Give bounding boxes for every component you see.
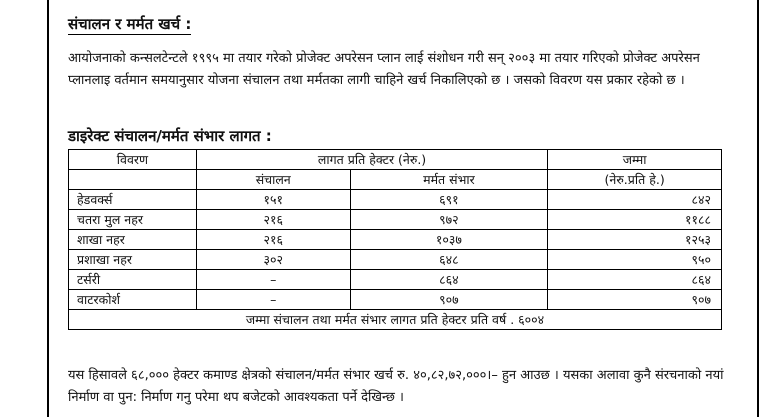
row-total: ९०७ — [548, 290, 722, 310]
row-name: चतरा मुल नहर — [69, 210, 197, 230]
table-row — [69, 210, 722, 230]
row-operation: ३०२ — [196, 250, 350, 270]
row-maintenance: ८६४ — [350, 270, 548, 290]
subheader-total-unit: (नेरु.प्रति हे.) — [548, 170, 722, 190]
row-maintenance: १०३७ — [350, 230, 548, 250]
closing-paragraph: यस हिसावले ६८,००० हेक्टर कमाण्ड क्षेत्रको संचालन/मर्मत संभार खर्च रु. ४०,८२,७२,०००।– हुन आउछ । यसका अलावा कुनै संरचनाको नयां निर्माण वा पुन: निर्माण गनु परेमा थप बजेटको आवश्यकता पर्ने देखिन्छ । — [68, 368, 724, 405]
subheader-maintenance: मर्मत संभार — [350, 170, 548, 190]
row-maintenance: ६४८ — [350, 250, 548, 270]
subheader-empty — [69, 170, 197, 190]
table-row — [69, 230, 722, 250]
table-header-row — [69, 150, 722, 170]
row-total: ८४२ — [548, 190, 722, 210]
subheader-operation: संचालन — [196, 170, 350, 190]
row-name: शाखा नहर — [69, 230, 197, 250]
table-row — [69, 290, 722, 310]
row-total: ११८८ — [548, 210, 722, 230]
table-row — [69, 190, 722, 210]
table-row — [69, 270, 722, 290]
row-operation: १५१ — [196, 190, 350, 210]
row-operation: – — [196, 270, 350, 290]
row-maintenance: ९७२ — [350, 210, 548, 230]
section-heading: संचालन र मर्मत खर्च : — [68, 15, 192, 33]
row-total: ८६४ — [548, 270, 722, 290]
header-description: विवरण — [69, 150, 197, 170]
grand-total-text: जम्मा संचालन तथा मर्मत संभार लागत प्रति हेक्टर प्रति वर्ष . ६००४ — [69, 310, 722, 330]
row-name: प्रशाखा नहर — [69, 250, 197, 270]
row-total: ९५० — [548, 250, 722, 270]
row-operation: २१६ — [196, 210, 350, 230]
intro-paragraph: आयोजनाको कन्सलटेन्टले १९९५ मा तयार गरेको प्रोजेक्ट अपरेसन प्लान लाई संशोधन गरी सन् २००३ मा तयार गरिएको प्रोजेक्ट अपरेसन प्लानलाइ वर्तमान समयानुसार योजना संचालन तथा मर्मतका लागी चाहिने खर्च निकालिएको छ । जसको विवरण यस प्रकार रहेको छ । — [68, 51, 700, 88]
table-subheader-row — [69, 170, 722, 190]
grand-total-row — [69, 310, 722, 330]
row-total: १२५३ — [548, 230, 722, 250]
row-maintenance: ६९१ — [350, 190, 548, 210]
header-total: जम्मा — [548, 150, 722, 170]
table-row — [69, 250, 722, 270]
row-maintenance: ९०७ — [350, 290, 548, 310]
row-name: वाटरकोर्श — [69, 290, 197, 310]
row-name: टर्सरी — [69, 270, 197, 290]
row-name: हेडवर्क्स — [69, 190, 197, 210]
page-left-border — [47, 0, 49, 417]
row-operation: २१६ — [196, 230, 350, 250]
cost-table — [68, 149, 722, 330]
row-operation: – — [196, 290, 350, 310]
page-right-border — [757, 0, 759, 417]
table-heading: डाइरेक्ट संचालन/मर्मत संभार लागत : — [68, 127, 272, 145]
header-cost-per-hectare: लागत प्रति हेक्टर (नेरु.) — [196, 150, 547, 170]
